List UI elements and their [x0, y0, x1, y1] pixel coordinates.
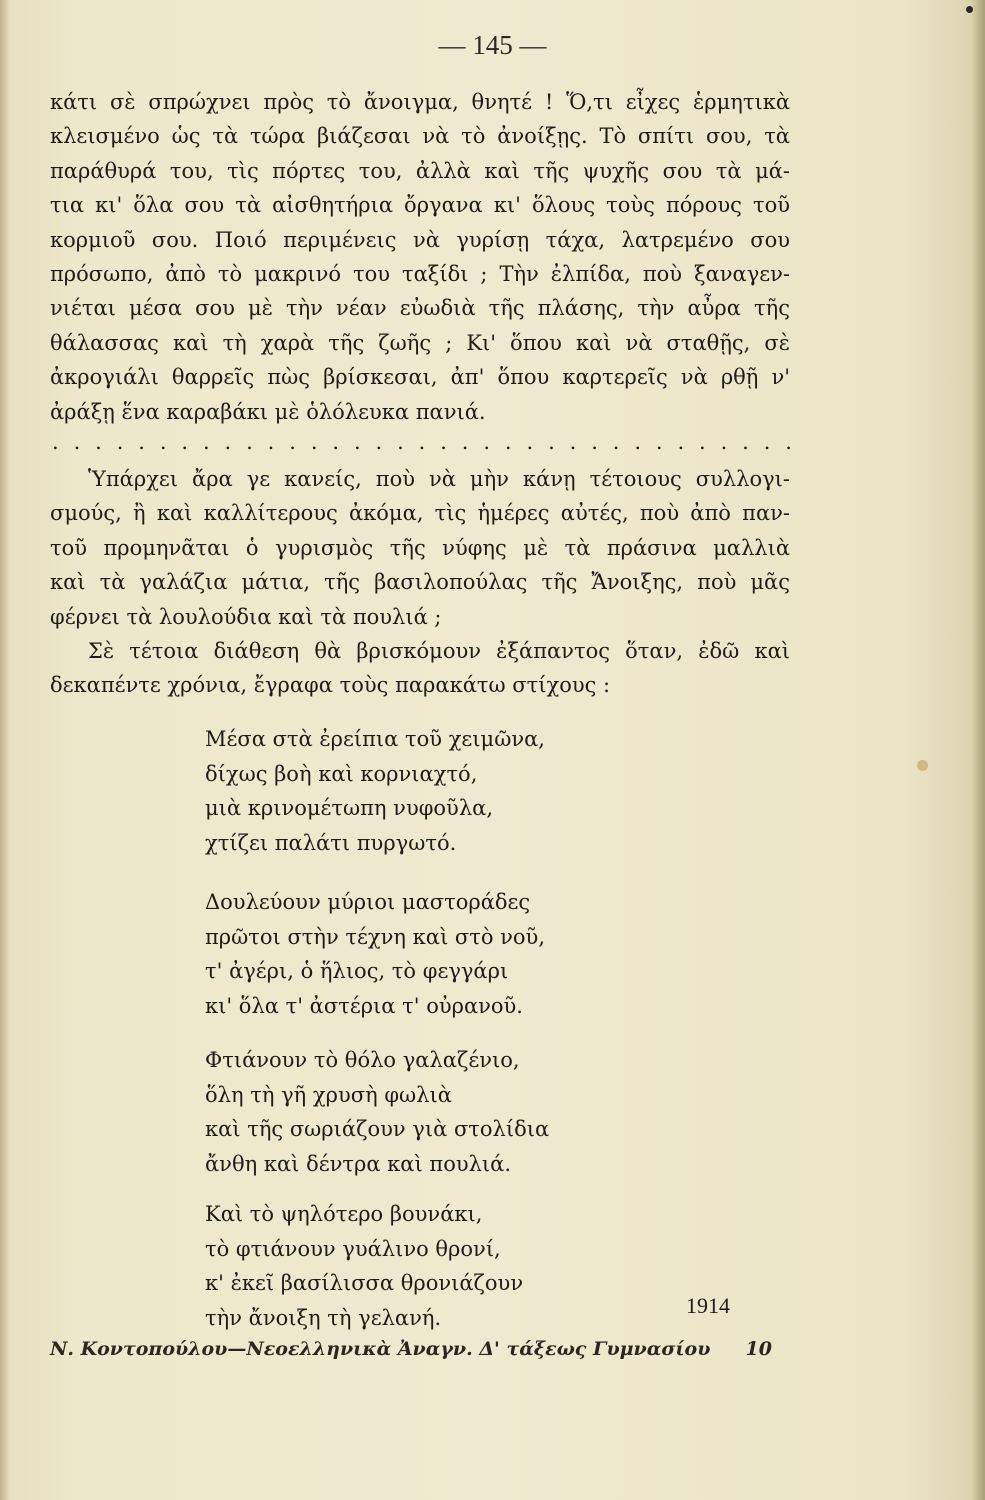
page-footer: [50, 1338, 772, 1360]
verse-line: κι' ὅλα τ' ἀστέρια τ' οὐρανοῦ.: [205, 993, 523, 1018]
page-edge: [971, 0, 985, 1500]
text-line: καὶ τὰ γαλάζια μάτια, τῆς βασιλοπούλας τῆς Ἄνοιξης, ποὺ μᾶς: [50, 570, 790, 595]
ellipsis-separator: . . . . . . . . . . . . . . . . . . . . . . . . . . . . . . . . . . .: [52, 430, 792, 454]
verse-line: ἄνθη καὶ δέντρα καὶ πουλιά.: [205, 1151, 511, 1176]
footer-signature-number: 10: [745, 1338, 772, 1360]
text-line: τοῦ προμηνᾶται ὁ γυρισμὸς τῆς νύφης μὲ τὰ πράσινα μαλλιὰ: [50, 535, 790, 560]
poem-year: 1914: [686, 1293, 730, 1318]
text-line: τια κι' ὅλα σου τὰ αἰσθητήρια ὄργανα κι' ὅλους τοὺς πόρους τοῦ: [50, 193, 790, 218]
verse-line: καὶ τῆς σωριάζουν γιὰ στολίδια: [205, 1117, 550, 1141]
verse-line: τὸ φτιάνουν γυάλινο θρονί,: [205, 1236, 501, 1261]
text-line: ἀράξῃ ἕνα καραβάκι μὲ ὁλόλευκα πανιά.: [50, 399, 486, 424]
text-line: ἀκρογιάλι θαρρεῖς πὼς βρίσκεσαι, ἀπ' ὅπου καρτερεῖς νὰ ρθῇ ν': [50, 365, 790, 390]
ink-dot: [966, 6, 973, 13]
text-line: Σὲ τέτοια διάθεση θὰ βρισκόμουν ἐξάπαντος ὅταν, ἐδῶ καὶ: [88, 639, 790, 663]
poem-stanza-1: [205, 722, 765, 860]
paragraph-1: [50, 85, 790, 429]
text-line: κάτι σὲ σπρώχνει πρὸς τὸ ἄνοιγμα, θνητέ ! Ὅ,τι εἶχες ἑρμητικὰ: [50, 90, 790, 114]
verse-line: Φτιάνουν τὸ θόλο γαλαζένιο,: [205, 1048, 520, 1072]
verse-line: Δουλεύουν μύριοι μαστοράδες: [205, 890, 531, 914]
text-line: κλεισμένο ὡς τὰ τώρα βιάζεσαι νὰ τὸ ἀνοίξῃς. Τὸ σπίτι σου, τὰ: [50, 124, 790, 149]
verse-line: Μέσα στὰ ἐρείπια τοῦ χειμῶνα,: [205, 727, 545, 751]
text-line: σμούς, ἢ καὶ καλλίτερους ἀκόμα, τὶς ἡμέρες αὐτές, ποὺ ἀπὸ παν-: [50, 501, 790, 526]
verse-line: κ' ἐκεῖ βασίλισσα θρονιάζουν: [205, 1271, 524, 1295]
text-line: κορμιοῦ σου. Ποιό περιμένεις νὰ γυρίσῃ τάχα, λατρεμένο σου: [50, 227, 790, 252]
verse-line: ὅλη τὴ γῆ χρυσὴ φωλιὰ: [205, 1082, 452, 1107]
paragraph-3: [50, 634, 790, 703]
text-line: πρόσωπο, ἀπὸ τὸ μακρινό του ταξίδι ; Τὴν ἐλπίδα, ποὺ ξαναγεν-: [50, 262, 790, 287]
text-line: φέρνει τὰ λουλούδια καὶ τὰ πουλιά ;: [50, 604, 442, 629]
verse-line: χτίζει παλάτι πυργωτό.: [205, 830, 457, 855]
text-line: θάλασσας καὶ τὴ χαρὰ τῆς ζωῆς ; Κι' ὅπου καὶ νὰ σταθῇς, σὲ: [50, 330, 790, 355]
text-line: Ὑπάρχει ἄρα γε κανείς, ποὺ νὰ μὴν κάνῃ τέτοιους συλλογι-: [88, 467, 790, 491]
verse-line: πρῶτοι στὴν τέχνη καὶ στὸ νοῦ,: [205, 924, 545, 949]
binding-shadow: [0, 0, 10, 1500]
page-number: — 145 —: [438, 30, 547, 60]
footer-book-title: Ν. Κοντοπούλου—Νεοελληνικὰ Ἀναγν. Δ' τάξεως Γυμνασίου: [50, 1338, 711, 1360]
verse-line: δίχως βοὴ καὶ κορνιαχτό,: [205, 761, 478, 786]
paragraph-2: [50, 462, 790, 634]
text-line: νιέται μέσα σου μὲ τὴν νέαν εὐωδιὰ τῆς πλάσης, τὴν αὖρα τῆς: [50, 296, 790, 321]
poem-stanza-4: [205, 1197, 765, 1335]
text-line: παράθυρά του, τὶς πόρτες του, ἀλλὰ καὶ τῆς ψυχῆς σου τὰ μά-: [50, 158, 790, 183]
verse-line: τ' ἀγέρι, ὁ ἥλιος, τὸ φεγγάρι: [205, 959, 509, 983]
verse-line: Καὶ τὸ ψηλότερο βουνάκι,: [205, 1202, 483, 1226]
paper-stain: [917, 760, 928, 771]
poem-stanza-2: [205, 885, 765, 1023]
verse-line: τὴν ἄνοιξη τὴ γελανή.: [205, 1305, 442, 1330]
text-line: δεκαπέντε χρόνια, ἔγραφα τοὺς παρακάτω στίχους :: [50, 673, 611, 698]
verse-line: μιὰ κρινομέτωπη νυφοῦλα,: [205, 796, 493, 820]
poem-stanza-3: [205, 1043, 765, 1181]
